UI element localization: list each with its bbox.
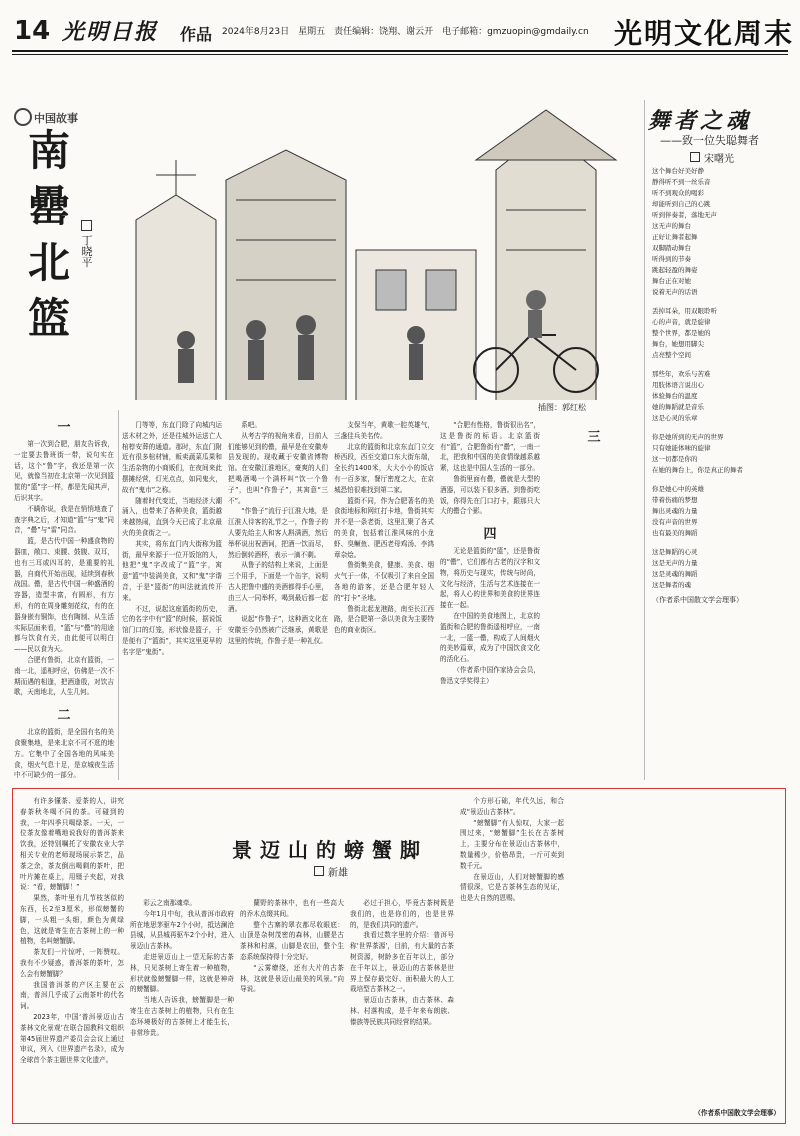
box-column-3 — [240, 898, 344, 1118]
paragraph: “云雾缭绕，还有大片的古茶林，这就是景迈山最美的风景。”向导说。 — [240, 963, 344, 994]
paragraph: 蘭野的茶林中，也有一些高大的乔木点缀其间。 — [240, 899, 344, 918]
box-column-2 — [130, 898, 234, 1118]
paragraph: 鲁街里面有罍，罍就是大型的酒器，可以装下很多酒。到鲁街吃饭，你得先在门口打卡，跟那只大大的罍合个影。 — [440, 474, 540, 516]
paragraph: 整个古寨的翠衣都尽收眼底：山顶是杂树茂密的森林，山腰是古茶林和村落，山脚是农田，整个生态系统保持得十分完好。 — [240, 920, 344, 961]
story-column-5 — [440, 420, 540, 780]
paragraph: 茶友们一片惊呼，一阵赞叹。我有不少疑惑，普洱茶的茶叶，怎么会有螃蟹脚？ — [20, 948, 124, 978]
poem-line: 丢掉耳朵，用双眼聆听 — [652, 307, 717, 315]
section-name: 作品 — [180, 25, 213, 44]
paragraph: 景迈山古茶林，由古茶林、森林、村落构成，是千年来布朗族、傣族等民族共同经营的结果。 — [350, 996, 454, 1026]
poem-line: 那些年，欢乐与苦难 — [652, 370, 711, 378]
paragraph: “作鲁子”流行于江淮大地，是江淮人待客的礼节之一，作鲁子的人要先给主人和客人斟满酒，然后举杯说出祝酒词，把酒一饮而尽，然后倒转酒杯，表示一滴不剩。 — [228, 507, 328, 559]
poem-line: 却能听到自己的心跳 — [652, 200, 711, 208]
paragraph: 北京的篮街和北京东直门立交桥西段，西至交道口东大街东端，全长约1400米，大大小小的饭店有一百多家，餐厅密度之大，在京城恐怕很难找到第二家。 — [334, 442, 434, 494]
poem-line: 你是她所到的无声的世界 — [652, 433, 724, 441]
stanza-gap — [652, 539, 792, 547]
stanza-gap — [652, 424, 792, 432]
paragraph: 有许多懂茶、爱茶的人，讲究春茶秋冬喝不同的茶。可碰到的我，一年四季只喝绿茶。一天，一位茶友像着嘴地说我好的普洱茶来饮我，还特别嘱托了安徽农业大学相关专业的老师现场展示茶艺，品茶之余，茶友倒出喝剩的茶叶，把叶片摊在桌上，用镊子夹起，对我说：“看，螃蟹脚！” — [20, 797, 124, 892]
stanza-gap — [652, 361, 792, 369]
paragraph: 从鲁子的结构上来说，上面是三个用手，下面是一个缶字，说明古人把鲁中盛的美酒都得手心里，由三人一同举杯，喝到最后都一起酒。 — [228, 561, 328, 613]
paragraph: 从考古学的视角来看，目前人们能够见到的罍，最早是在安徽寿县发现的。现收藏于安徽省博物馆。在安徽江淮地区，豪爽的人们把喝酒喝一个满杯叫“饮一个鲁子”，也叫“作鲁子”，其寓意“三不”。 — [228, 431, 328, 505]
paragraph: 彩云之南那魂牵。 — [143, 899, 196, 907]
poem-line: 这个舞台好美好静 — [652, 167, 704, 175]
paragraph: 门等等，东直门除了向城内运送木材之外，还是往城外运送亡人棺椁安葬的通道。那时，东直门附近有很多棺材铺，贩卖蔬菜瓜果和生活杂物的小商贩们，在夜间来此摆摊经营，灯光点点，如同鬼火，故有“鬼市”之称。 — [122, 421, 222, 494]
poem-line: 静得听不到一丝乐音 — [652, 178, 711, 186]
top-rule-thin — [12, 54, 788, 55]
poem-line: 也有最美的舞蹈 — [652, 529, 698, 537]
paragraph: 鲁街北起龙港路，南至长江西路，是合肥第一条以美食为主要特色的商业街区。 — [334, 604, 434, 635]
paragraph: 不过，说起这座篮街的历史，它的名字中有“篮”的时候，据说饭馆门口的灯笼，形状像是篮子，于是便有了“篮街”，其实这里更早的名字是“鬼街”。 — [122, 604, 222, 656]
paragraph: “合肥有性格，鲁街很出名”，这是鲁街的标语。北京篮街有“篮”，合肥鲁街有“罍”，一南一北，把我和中国的美食情缘越系越紧，这也是中国人生活的一部分。 — [440, 421, 540, 473]
poem-line: 这是灵魂的舞蹈 — [652, 570, 698, 578]
paragraph: “螃蟹脚”有人惊叹，大家一起围过来，“螃蟹脚”生长在古茶树上，主要分布在景迈山古茶林中，数量稀少，价格昂贵，一斤可卖到数千元。 — [460, 818, 564, 870]
column-divider — [644, 100, 645, 780]
poem-line: 这是心灵的乐章 — [652, 414, 698, 422]
poem-line: 舞台，她想用脚尖 — [652, 340, 704, 348]
poem-line: 听得到的节奏 — [652, 255, 691, 263]
illustration-caption: 插图：郭红松 — [538, 403, 586, 412]
paragraph: 果然，茶叶里有几节枝茎似的东西，长2至3厘米，形似螃蟹的脚，一头粗一头细，颜色为黄绿色，这就是寄生在古茶树上的一种植物，名叫螃蟹脚。 — [20, 894, 124, 946]
paragraph: 篮街不同，作为合肥著名的美食街地标和网红打卡地，鲁街其实并不是一条老街，这里汇聚了各式的美食，包括着江淮风味的小龙虾、臭鳜鱼、肥西老母鸡汤、李鸿章杂烩。 — [334, 496, 434, 559]
paragraph: 在景迈山，人们对螃蟹脚的感情很深，它是古茶林生态的见证，也是大自然的恩赐。 — [460, 872, 564, 903]
paragraph: 必过于担心，毕竟古茶树既是我们的，也是你们的，也是世界的，是我们共同的遗产。 — [350, 899, 454, 929]
story-title: 南罍北篮 — [22, 128, 71, 352]
paragraph: 今年1月中旬，我从普洱市政府所在地思茅驱车2个小时，抵达澜沧县城，从县城再驱车2个小时，进入景迈山古茶林。 — [130, 909, 234, 951]
paragraph: 随着时代变迁，当地经济大潮涌入，也带来了各种美食，篮街越来越热闹，直到今天已成了北京最火的美食街之一。 — [122, 496, 222, 537]
paragraph: 个方形石础，年代久远，和合成“景迈山古茶林”。 — [460, 797, 564, 816]
paragraph: 说起“作鲁子”，这种酒文化在安徽至今仍然被广泛继承，黄歌是这里的传统，作鲁子是一种礼仪。 — [228, 615, 328, 645]
author-box-icon — [81, 220, 92, 231]
paragraph: 当地人告诉我，螃蟹脚是一种寄生在古茶树上的植物，只有在生态环境极好的古茶树上才能生长，非常珍贵。 — [130, 996, 234, 1037]
paragraph: 北京的篮街，是全国有名的美食聚集地，是来北京不可不逛的地方。它集中了全国各地的风味美食，烟火气息十足，是京城夜生活中不可缺少的一部分。 — [14, 728, 114, 780]
poem-line: 听到伴奏者，落地无声 — [652, 211, 717, 219]
story-column-2 — [122, 420, 222, 780]
paragraph: 鲁街集美食，健康、美食、烟火气于一体，不仅吸引了来自全国各地的游客，还是合肥年轻人的“打卡”圣地。 — [334, 561, 434, 602]
poem-line: 这无声的舞台 — [652, 222, 691, 230]
story-column-1 — [14, 410, 114, 780]
poem-line: 带着伤痛的梦想 — [652, 496, 698, 504]
poem-line: 只有她能体味的旋律 — [652, 444, 711, 452]
paragraph: 第一次到合肥，朋友告诉我，一定要去鲁班街一带，说句实在话，这个“鲁”字，我还是第一次见，就像当初在北京第一次见到篮筐的“篮”字一样，都是先闻其声，后识其字。 — [14, 440, 114, 502]
paragraph: 合肥有鲁街，北京有篮街，一南一北，遥相呼应，仿佛是一次不期而遇的相逢，把酒逢殷，对饮吉歌，天南地北，人生几何。 — [14, 655, 114, 697]
china-story-icon — [14, 108, 32, 126]
paragraph: 系吧。 — [241, 421, 261, 429]
box-author: 新雄 — [314, 864, 348, 879]
stanza-gap — [652, 476, 792, 484]
poem-title: 舞者之魂 — [648, 108, 753, 134]
poem-line: 听不到观众的喝彩 — [652, 189, 704, 197]
poem-line: 体验舞台的温度 — [652, 392, 698, 400]
poem-line: 她的舞蹈就是音乐 — [652, 403, 704, 411]
stanza-gap — [652, 298, 792, 306]
author-box-icon — [690, 152, 700, 162]
poem-line: 在她的舞台上，你是真正的舞者 — [652, 466, 743, 474]
poem-line: 这是舞者的魂 — [652, 581, 691, 589]
story-column-4 — [334, 420, 434, 780]
section-heading: 一 — [57, 420, 71, 435]
poem-line: 这是无声的力量 — [652, 559, 698, 567]
weekly-title: 光明文化周末 — [614, 17, 795, 50]
section-heading: 四 — [483, 527, 497, 543]
paragraph: 2023年，中国‘普洱景迈山古茶林文化景观’在联合国教科文组织第45届世界遗产委员会会议上通过审议，列入《世界遗产名录》，成为全球首个茶主题世界文化遗产。 — [20, 1012, 124, 1065]
paragraph: （作者系中国作家协会会员，鲁迅文学奖得主） — [440, 665, 540, 685]
poem-line: 跳起轻盈的舞姿 — [652, 266, 698, 274]
issue-info: 2024年8月23日 星期五 责任编辑：饶翔、谢云开 电子邮箱：gmzuopin@gmdaily.cn — [222, 27, 589, 37]
paragraph: 我看过数字里的介绍：普洱号称‘世界茶源’，目前，有大量的古茶树资源，树龄多在百年以上，部分在千年以上，景迈山的古茶林是世界上保存最完好、面积最大的人工栽培型古茶林之一。 — [350, 931, 454, 994]
story-column-3 — [228, 420, 328, 780]
poem-author: 宋曙光 — [690, 150, 734, 165]
poem-body — [652, 166, 792, 605]
box-title: 景迈山的螃蟹脚 — [232, 838, 428, 862]
paragraph: 在中国的美食地图上，北京的篮街和合肥的鲁街遥相呼应，一南一北，一篮一罍，构成了人间烟火的美妙篇章，成为了中国饮食文化的活化石。 — [440, 611, 540, 664]
poem-line: 这是舞蹈的心灵 — [652, 548, 698, 556]
poem-line: 点亮整个空间 — [652, 351, 691, 359]
poem-line: 没有声音的世界 — [652, 518, 698, 526]
paragraph: 我国普洱茶的产区主要在云南，普洱几乎成了云南茶叶的代名词。 — [20, 980, 124, 1011]
poem-line: 你是她心中的英雄 — [652, 485, 704, 493]
poem-line: 舞出灵魂的力量 — [652, 507, 698, 515]
poem-line: 舞台正在对她 — [652, 277, 691, 285]
author-box-icon — [314, 866, 324, 876]
column-divider — [118, 410, 119, 780]
street-illustration — [116, 100, 636, 400]
paragraph: 走进景迈山上一望无际的古茶林，只见茶树上寄生着一种植物，形状就像螃蟹脚一样，这就是神奇的螃蟹脚。 — [130, 952, 234, 994]
story-author: 丁晓平 — [78, 220, 94, 268]
paragraph: 篮，是古代中国一种盛食物的器皿，敞口、束腰、鼓腹、双耳，也有三耳或四耳的，是重要的礼器，自商代开始出现，延续到春秋战国。罍，是古代中国一种盛酒的容器，造型丰富，有圆形，有方形，有的在周身雕刻花纹，有的在器身嵌有铜饰，也有陶制、从生活实际层面来看，“篮”与“罍”的用途都与饮食有关，由此便可以明白——民以食为天。 — [14, 537, 114, 654]
poem-line: 说着无声的话语 — [652, 288, 698, 296]
paragraph: 其实，将东直门内大街称为篮街，最早来源于一位开饭馆的人，他把“鬼”字改成了“篮”字，寓意“篮”中装满美食，又和“鬼”字谐音，于是“篮街”的叫法就流传开来。 — [122, 539, 222, 602]
box-column-1 — [20, 796, 124, 1118]
poem-line: 整个世界，都是她的 — [652, 329, 711, 337]
poem-line: 这一切都是你的 — [652, 455, 698, 463]
poem-line: 双脚踏动舞台 — [652, 244, 691, 252]
page-number: 14 — [14, 16, 51, 46]
box-column-5 — [460, 796, 564, 1118]
section-heading: 二 — [57, 708, 71, 724]
story-tag: 中国故事 — [14, 108, 78, 126]
masthead — [0, 0, 800, 62]
top-rule — [12, 50, 788, 52]
newspaper-logo: 光明日报 — [62, 19, 159, 45]
paragraph: 无论是篮街的“篮”，还是鲁街的“罍”，它们都有古老的汉字和文物，将历史与现实，传统与时尚，文化与经济，生活与艺术连接在一起，将人心的世界和美食的世界连接在一起。 — [440, 547, 540, 610]
poem-subtitle: ——致一位失聪舞者 — [660, 134, 759, 147]
box-credit: （作者系中国散文学会理事） — [694, 1109, 780, 1117]
poem-line: 正好让舞者起舞 — [652, 233, 698, 241]
paragraph: 不瞒你说，我是在悄悄地查了查字典之后，才知道“篮”与“鬼”同音，“罍”与“雷”同音。 — [14, 504, 114, 535]
paragraph: 支保当年，黄歌一腔英雄气，三盏佳兵美名传。 — [334, 421, 434, 440]
story-column-6 — [546, 420, 642, 780]
section-heading: 三 — [587, 430, 601, 445]
poem-note: （作者系中国散文学会理事） — [652, 596, 743, 604]
poem-line: 心的声音，就是旋律 — [652, 318, 711, 326]
box-column-4 — [350, 898, 454, 1118]
poem-line: 用肢体语言说出心 — [652, 381, 704, 389]
